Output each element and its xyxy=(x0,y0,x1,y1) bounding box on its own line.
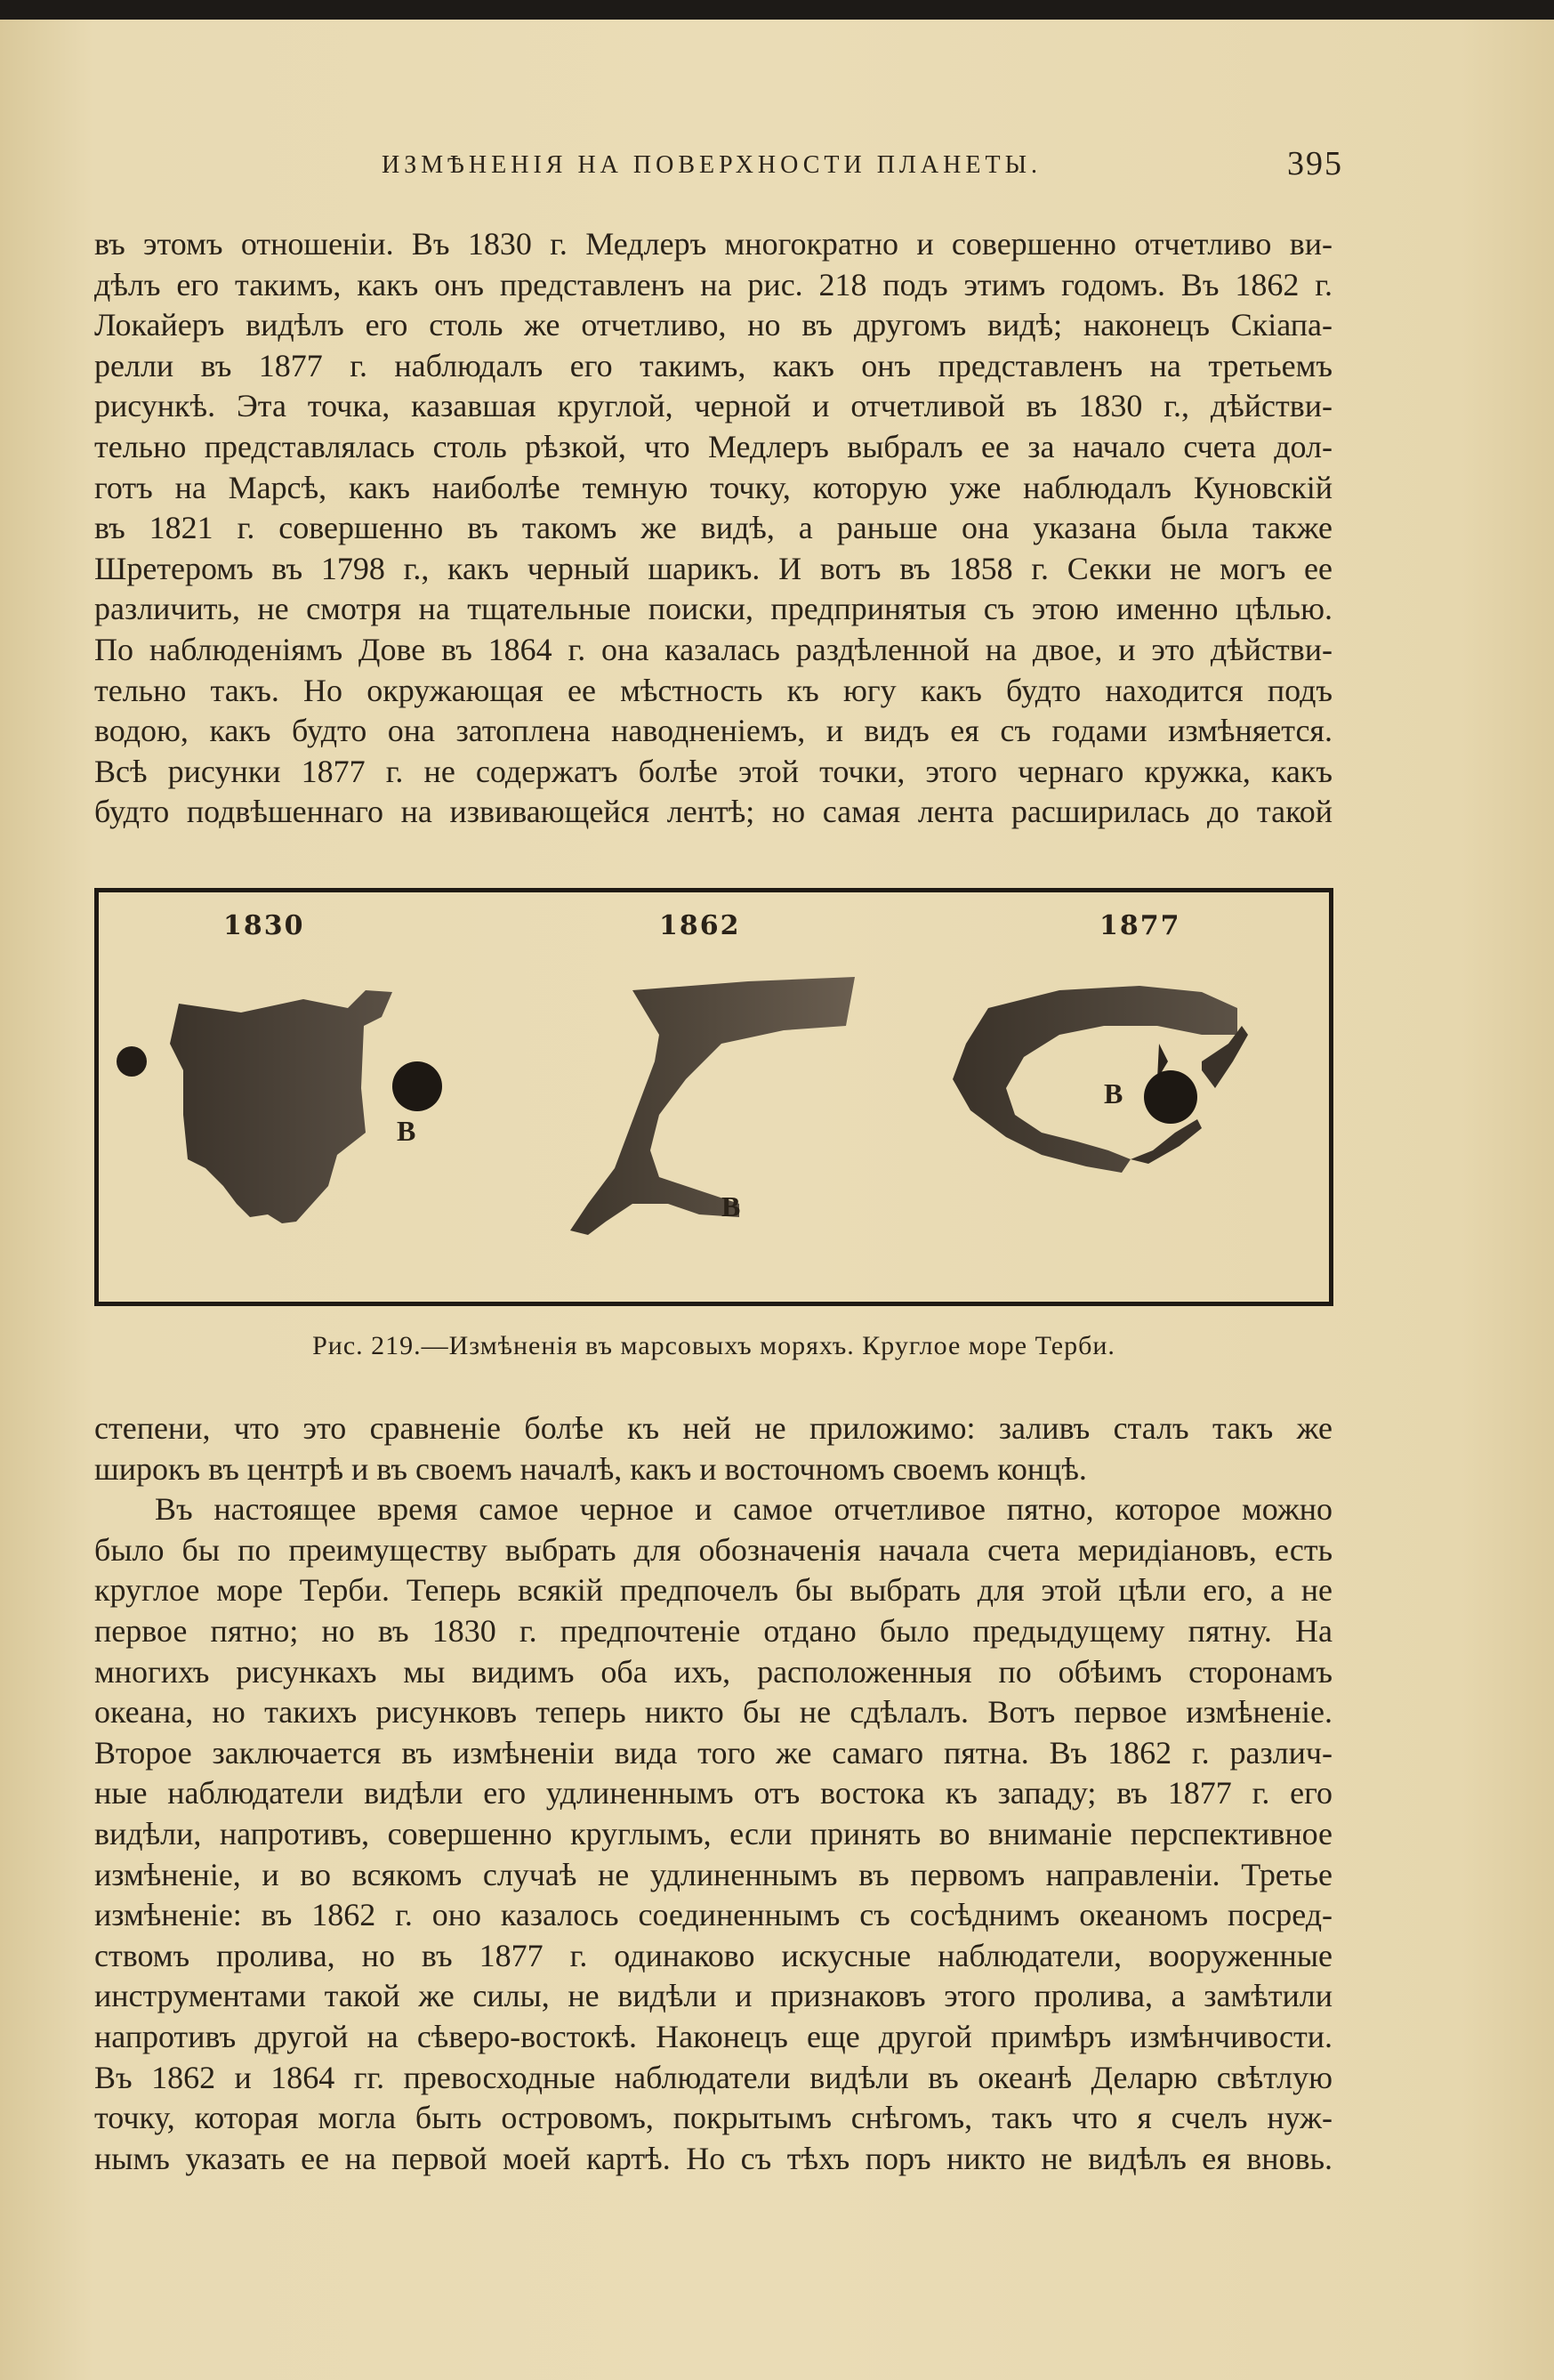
text-line: Второе заключается въ измѣненіи вида того же самаго пятна. Въ 1862 г. различ- xyxy=(94,1734,1333,1771)
figure-year-1830: 1830 xyxy=(223,910,305,941)
scan-border xyxy=(0,0,1554,20)
text-line: ствомъ пролива, но въ 1877 г. одинаково искусные наблюдатели, вооруженные xyxy=(94,1937,1333,1973)
figure-year-1862: 1862 xyxy=(659,910,741,941)
page-number: 395 xyxy=(1287,145,1343,182)
figure-219 xyxy=(94,888,1333,1306)
text-line: первое пятно; но въ 1830 г. предпочтеніе отдано было предыдущему пятну. На xyxy=(94,1612,1333,1649)
mars-sketch-1862 xyxy=(517,937,890,1257)
running-title: ИЗМѢНЕНІЯ НА ПОВЕРХНОСТИ ПЛАНЕТЫ. xyxy=(381,151,1042,179)
text-line: Шретеромъ въ 1798 г., какъ черный шарикъ. И вотъ въ 1858 г. Секки не могъ ее xyxy=(94,550,1333,586)
text-line: степени, что это сравненіе болѣе къ ней не приложимо: заливъ сталъ такъ же xyxy=(94,1410,1333,1446)
text-line: готъ на Марсѣ, какъ наиболѣе темную точку, которую уже наблюдалъ Куновскій xyxy=(94,469,1333,505)
mars-sketch-1830 xyxy=(99,937,472,1257)
text-line: нымъ указать ее на первой моей картѣ. Но съ тѣхъ поръ никто не видѣлъ ея вновь. xyxy=(94,2140,1333,2176)
text-line: въ 1821 г. совершенно въ такомъ же видѣ, а раньше она указана была также xyxy=(94,510,1333,546)
text-line: круглое море Терби. Теперь всякій предпочелъ бы выбрать для этой цѣли его, а не xyxy=(94,1572,1333,1609)
text-line: релли въ 1877 г. наблюдалъ его такимъ, какъ онъ представленъ на третьемъ xyxy=(94,347,1333,383)
text-line: океана, но такихъ рисунковъ теперь никто бы не сдѣлалъ. Вотъ первое измѣненіе. xyxy=(94,1694,1333,1731)
paragraph-2-and-3 xyxy=(94,1408,1333,2179)
text-line: Въ 1862 и 1864 гг. превосходные наблюдатели видѣли въ океанѣ Деларю свѣтлую xyxy=(94,2059,1333,2095)
text-line: видѣли, напротивъ, совершенно круглымъ, если принять во вниманіе перспективное xyxy=(94,1815,1333,1852)
text-line: рисункѣ. Эта точка, казавшая круглой, черной и отчетливой въ 1830 г., дѣйстви- xyxy=(94,388,1333,424)
text-line: Въ настоящее время самое черное и самое отчетливое пятно, которое можно xyxy=(155,1491,1333,1528)
figure-label-b-1877: B xyxy=(1104,1077,1123,1109)
text-line: точку, которая могла быть островомъ, покрытымъ снѣгомъ, такъ что я счелъ нуж- xyxy=(94,2100,1333,2136)
text-line: широкъ въ центрѣ и въ своемъ началѣ, какъ и восточномъ своемъ концѣ. xyxy=(94,1450,1087,1487)
text-line: напротивъ другой на сѣверо-востокѣ. Наконецъ еще другой примѣръ измѣнчивости. xyxy=(94,2018,1333,2054)
figure-label-b-1830: B xyxy=(397,1115,416,1147)
page-header xyxy=(356,142,1343,196)
figure-label-b-1862: B xyxy=(721,1190,741,1222)
text-line: различить, не смотря на тщательные поиски, предпринятыя съ этою именно цѣлью. xyxy=(94,591,1333,627)
text-line: ные наблюдатели видѣли его удлиненнымъ отъ востока къ западу; въ 1877 г. его xyxy=(94,1775,1333,1811)
text-line: въ этомъ отношеніи. Въ 1830 г. Медлеръ многократно и совершенно отчетливо ви- xyxy=(94,226,1333,262)
text-line: Локайеръ видѣлъ его столь же отчетливо, но въ другомъ видѣ; наконецъ Скіапа- xyxy=(94,307,1333,343)
text-line: тельно представлялась столь рѣзкой, что Медлеръ выбралъ ее за начало счета дол- xyxy=(94,428,1333,464)
text-line: измѣненіе, и во всякомъ случаѣ не удлиненнымъ въ первомъ направленіи. Третье xyxy=(94,1856,1333,1892)
text-line: было бы по преимуществу выбрать для обозначенія начала счета меридіановъ, есть xyxy=(94,1531,1333,1568)
text-line: водою, какъ будто она затоплена наводненіемъ, и видъ ея съ годами измѣняется. xyxy=(94,713,1333,749)
text-line: инструментами такой же силы, не видѣли и признаковъ этого пролива, а замѣтили xyxy=(94,1978,1333,2014)
text-line: дѣлъ его такимъ, какъ онъ представленъ на рис. 218 подъ этимъ годомъ. Въ 1862 г. xyxy=(94,266,1333,303)
text-line: По наблюденіямъ Дове въ 1864 г. она казалась раздѣленной на двое, и это дѣйстви- xyxy=(94,631,1333,667)
figure-year-1877: 1877 xyxy=(1099,910,1181,941)
text-line: тельно такъ. Но окружающая ее мѣстность къ югу какъ будто находится подъ xyxy=(94,672,1333,708)
text-line: многихъ рисункахъ мы видимъ оба ихъ, расположенныя по обѣимъ сторонамъ xyxy=(94,1653,1333,1690)
text-line: будто подвѣшеннаго на извивающейся лентѣ; но самая лента расширилась до такой xyxy=(94,794,1333,830)
text-line: измѣненіе: въ 1862 г. оно казалось соединеннымъ съ сосѣднимъ океаномъ посред- xyxy=(94,1897,1333,1933)
text-line: Всѣ рисунки 1877 г. не содержатъ болѣе этой точки, этого чернаго кружка, какъ xyxy=(94,753,1333,789)
figure-caption: Рис. 219.—Измѣненія въ марсовыхъ моряхъ. Круглое море Терби. xyxy=(312,1331,1115,1360)
paragraph-1 xyxy=(94,224,1333,833)
